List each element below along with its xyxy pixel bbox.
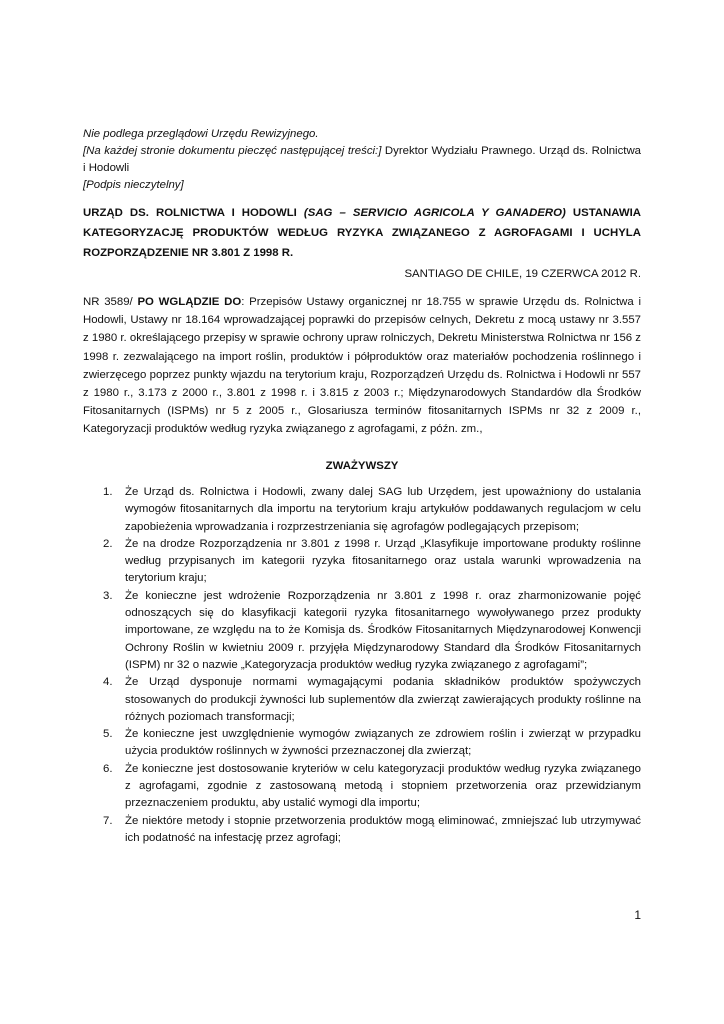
considerations-list (83, 484, 641, 847)
list-item (83, 484, 641, 536)
list-item-text: Że Urząd dysponuje normami wymagającymi podania składników produktów spożywczych stosowanych do produkcji żywności lub suplementów dla zwierząt zawierających produkty roślinne na różnych poziomach transformacji; (125, 676, 641, 723)
page-number: 1 (634, 908, 641, 922)
list-item-text: Że konieczne jest uwzględnienie wymogów związanych ze zdrowiem roślin i zwierząt w przypadku użycia produktów roślinnych w żywności przeznaczonej dla zwierząt; (125, 728, 641, 758)
title-part-3: USTANAWIA KATEGORYZACJĘ PRODUKTÓW WEDŁUG RYZYKA ZWIĄZANEGO Z AGROFAGAMI I UCHYLA ROZPORZĄDZENIE NR 3.801 Z 1998 R. (83, 207, 641, 259)
list-item (83, 674, 641, 726)
list-item-text: Że na drodze Rozporządzenia nr 3.801 z 1998 r. Urząd „Klasyfikuje importowane produkty roślinne według przypisanych im kategorii ryzyka fitosanitarnego oraz ustala warunki wprowadzenia na terytorium kraju; (125, 537, 641, 585)
section-heading: ZWAŻYWSZY (325, 460, 399, 472)
list-item-number: 2. (103, 537, 113, 550)
intro-label: PO WGLĄDZIE DO (137, 296, 242, 308)
header-notes (83, 126, 641, 194)
stamp-note-bracket: [Na każdej stronie dokumentu pieczęć następującej treści:] (83, 145, 382, 157)
signature-note: [Podpis nieczytelny] (83, 179, 184, 191)
document-title (83, 203, 641, 263)
place-date-line: SANTIAGO DE CHILE, 19 CZERWCA 2012 R. (404, 268, 641, 280)
stamp-note (83, 143, 641, 177)
list-item-text: Że niektóre metody i stopnie przetworzenia produktów mogą eliminować, zmniejszać lub utrzymywać ich podatność na infestację przez agrofagi; (125, 814, 641, 844)
list-item-number: 4. (103, 676, 113, 689)
list-item-text: Że konieczne jest dostosowanie kryteriów w celu kategoryzacji produktów według ryzyka związanego z agrofagami, zgodnie z zastosowaną metodą i stopniem przetworzenia oraz przewidzianym przeznaczeniem produktu, aby ustalić wymogi dla importu; (125, 762, 641, 810)
document-page (83, 0, 641, 1024)
list-item-number: 3. (103, 589, 113, 602)
list-item-number: 5. (103, 728, 113, 741)
list-item (83, 536, 641, 588)
list-item (83, 813, 641, 848)
list-item-number: 6. (103, 762, 113, 775)
title-part-2: (SAG – SERVICIO AGRICOLA Y GANADERO) (303, 207, 566, 219)
stamp-note-text: Dyrektor Wydziału Prawnego. Urząd ds. Rolnictwa i Hodowli (83, 145, 642, 174)
resolution-number: NR 3589/ (83, 296, 138, 308)
intro-paragraph (83, 293, 641, 439)
list-item-text: Że konieczne jest wdrożenie Rozporządzenia nr 3.801 z 1998 r. oraz zharmonizowanie pojęć odnoszących się do klasyfikacji kategorii ryzyka fitosanitarnego wywoływanego przez produkty importowane, ze względu na to że Komisja ds. Środków Fitosanitarnych Międzynarodowej Konwencji Ochrony Roślin w kwietniu 2009 r. przyjęła Międzynarodowy Standard dla Środków Fitosanitarnych (ISPM) nr 32 o nazwie „Kategoryzacja produktów według ryzyka związanego z agrofagami”; (125, 589, 641, 671)
list-item-number: 7. (103, 814, 113, 827)
list-item-number: 1. (103, 486, 113, 498)
list-item (83, 726, 641, 761)
list-item (83, 588, 641, 674)
title-part-1: URZĄD DS. ROLNICTWA I HODOWLI (83, 207, 304, 219)
review-note: Nie podlega przeglądowi Urzędu Rewizyjnego. (83, 128, 319, 140)
list-item (83, 761, 641, 813)
list-item-text: Że Urząd ds. Rolnictwa i Hodowli, zwany dalej SAG lub Urzędem, jest upoważniony do ustalania wymogów fitosanitarnych dla importu na terytorium kraju artykułów poddawanych regulacjom w celu zapobieżenia wprowadzania i rozprzestrzeniania się agrofagów podlegających przepisom; (125, 486, 641, 533)
intro-text: : Przepisów Ustawy organicznej nr 18.755 w sprawie Urzędu ds. Rolnictwa i Hodowli, Ustawy nr 18.164 wprowadzającej poprawki do przepisów celnych, Dekretu z mocą ustawy nr 3.557 z 1980 r. określającego przepisy w sprawie ochrony upraw rolniczych, Dekretu Ministerstwa Rolnictwa nr 156 z 1998 r. zezwalającego na import roślin, produktów i półproduktów oraz materiałów pochodzenia roślinnego i zwierzęcego poprzez punkty wjazdu na terytorium kraju, Rozporządzeń Urzędu ds. Rolnictwa i Hodowli nr 557 z 1980 r., 3.173 z 2000 r., 3.801 z 1998 r. i 3.815 z 2003 r.; Międzynarodowych Standardów dla Środków Fitosanitarnych (ISPMs) nr 5 z 2005 r., Glosariusza terminów fitosanitarnych ISPMs nr 32 z 2009 r., Kategoryzacji produktów według ryzyka związanego z agrofagami, z późn. zm., (83, 296, 641, 436)
